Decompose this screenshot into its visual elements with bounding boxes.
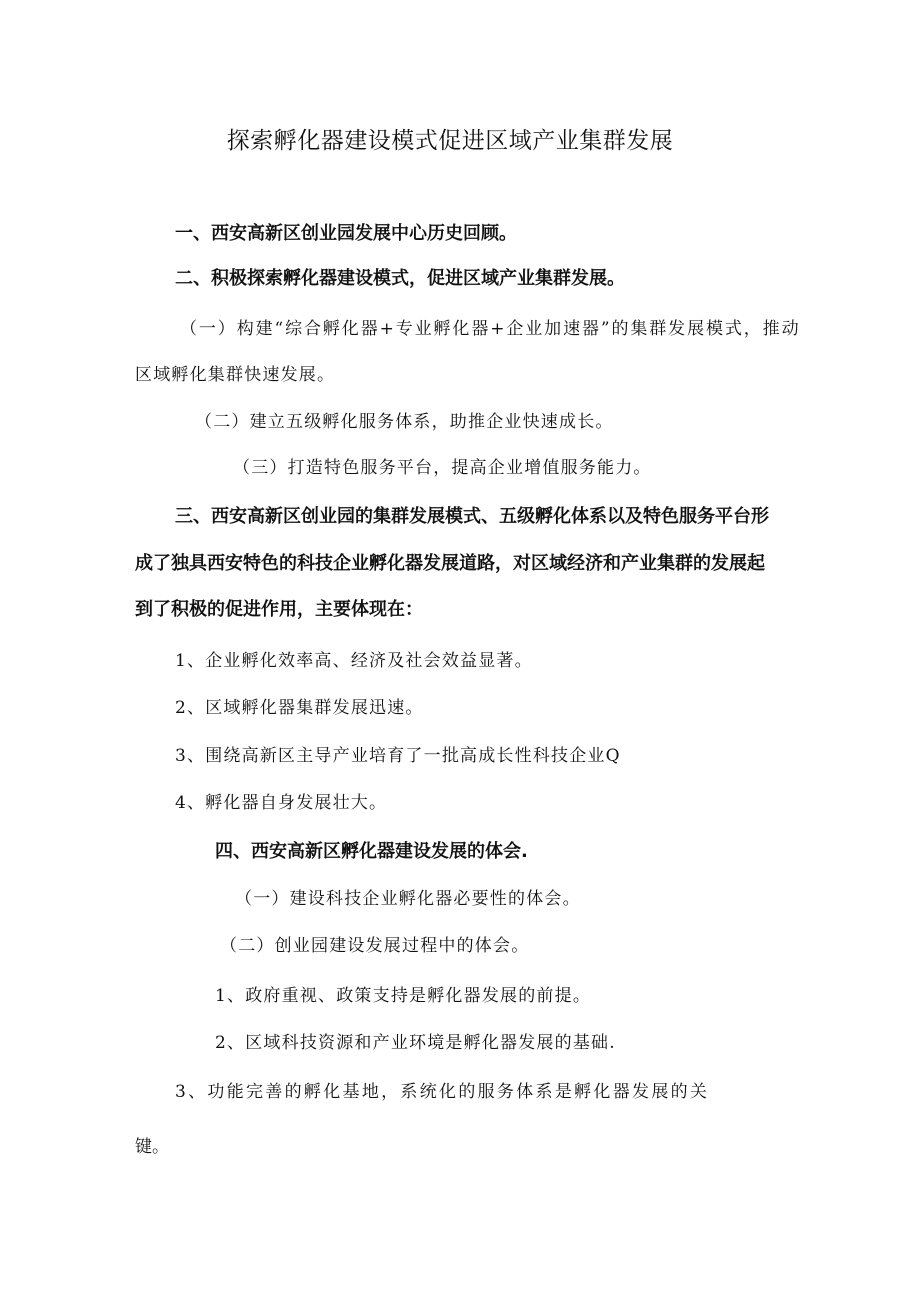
section-2-item-1-line-1: （一）构建“综合孵化器+专业孵化器+企业加速器”的集群发展模式，推动: [180, 319, 801, 339]
section-3-point-4: 4、孵化器自身发展壮大。: [175, 793, 388, 813]
section-3-line-3: 到了积极的促进作用，主要体现在：: [135, 599, 423, 620]
document-title: 探索孵化器建设模式促进区域产业集群发展: [226, 128, 674, 154]
section-3-line-1: 三、西安高新区创业园的集群发展模式、五级孵化体系以及特色服务平台形: [175, 506, 769, 527]
section-3-point-1: 1、企业孵化效率高、经济及社会效益显著。: [175, 651, 533, 671]
section-4-point-2: 2、区域科技资源和产业环境是孵化器发展的基础.: [215, 1033, 616, 1053]
section-4-heading: 四、西安高新区孵化器建设发展的体会.: [215, 841, 528, 862]
section-2-heading: 二、积极探索孵化器建设模式，促进区域产业集群发展。: [175, 268, 625, 289]
section-1-heading: 一、西安高新区创业园发展中心历史回顾。: [175, 223, 517, 244]
section-4-point-3-line-2: 键。: [135, 1137, 169, 1157]
section-4-sub-2: （二）创业园建设发展过程中的体会。: [220, 936, 530, 956]
section-3-line-2: 成了独具西安特色的科技企业孵化器发展道路，对区域经济和产业集群的发展起: [135, 553, 765, 574]
section-3-point-2: 2、区域孵化器集群发展迅速。: [175, 698, 424, 718]
section-4-point-3-line-1: 3、功能完善的孵化基地，系统化的服务体系是孵化器发展的关: [175, 1082, 710, 1102]
section-4-point-1: 1、政府重视、政策支持是孵化器发展的前提。: [215, 986, 592, 1006]
section-2-item-2: （二）建立五级孵化服务体系，助推企业快速成长。: [195, 412, 614, 432]
section-4-sub-1: （一）建设科技企业孵化器必要性的体会。: [235, 889, 581, 909]
section-2-item-1-line-2: 区域孵化集群快速发展。: [135, 365, 336, 385]
section-3-point-3: 3、围绕高新区主导产业培育了一批高成长性科技企业Q: [175, 746, 621, 766]
section-2-item-3: （三）打造特色服务平台，提高企业增值服务能力。: [233, 458, 652, 478]
